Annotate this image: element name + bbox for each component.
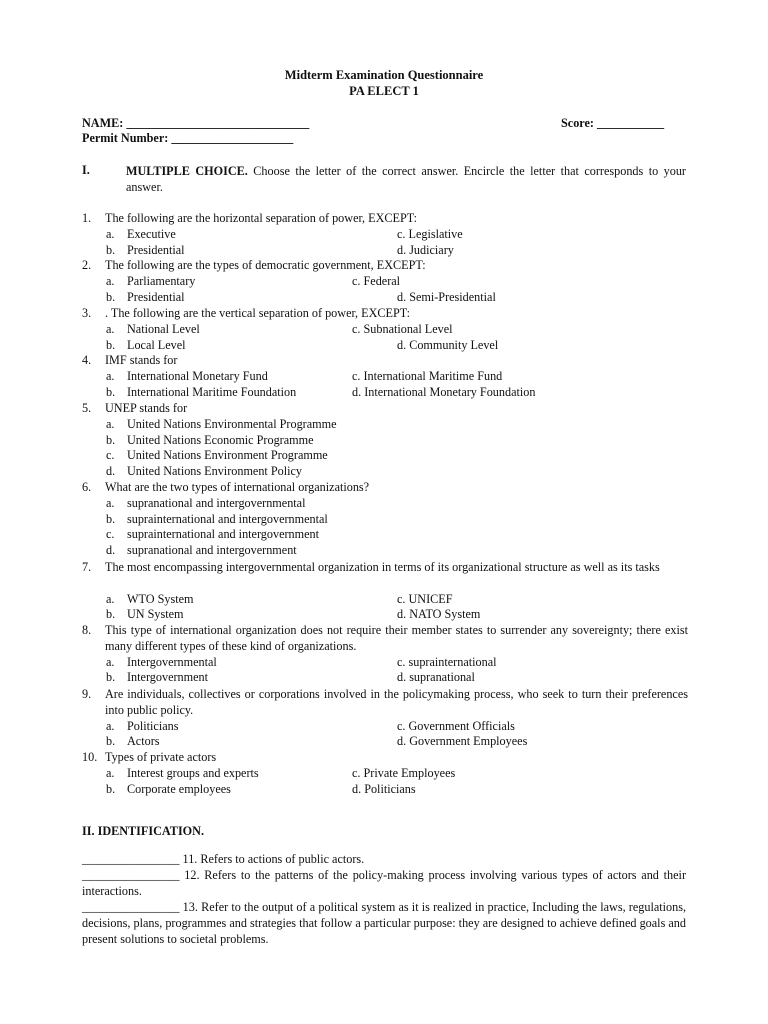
question-text: This type of international organization does not require their member states to surrender any sovereignty; there exist many different types of these kind of organizations. (105, 623, 688, 653)
identification-item-12: ________________ 12. Refers to the patterns of the policy-making process involving various types of actors and their interactions. (82, 868, 686, 898)
option-c: c. suprainternational (397, 654, 497, 669)
question-2 (82, 258, 688, 274)
option-c: c. Government Officials (397, 718, 515, 733)
option-text: WTO System (127, 591, 194, 606)
option-d: d. Community Level (397, 337, 499, 352)
name-field (82, 116, 309, 131)
option-letter: b. (106, 607, 116, 622)
option-letter: d. (106, 464, 116, 479)
question-number: 1. (82, 211, 92, 225)
option-c: c. Legislative (397, 226, 463, 241)
question-5 (82, 401, 688, 417)
score-field (561, 116, 664, 131)
option-letter: a. (106, 718, 115, 733)
question-text: Are individuals, collectives or corporations involved in the policymaking process, who seek to turn their preferences into public policy. (105, 687, 688, 717)
section1-heading: MULTIPLE CHOICE. (126, 164, 248, 178)
option-c: c. Private Employees (352, 765, 456, 780)
option-d: d. Government Employees (397, 734, 528, 749)
option-letter: b. (106, 242, 116, 257)
option-text: Executive (127, 226, 176, 241)
option-text: Presidential (127, 242, 185, 257)
section1-text: Choose the letter of the correct answer. Encircle the letter that corresponds to your answer. (126, 164, 686, 194)
section2-heading: II. IDENTIFICATION. (82, 824, 205, 838)
question-number: 8. (82, 623, 92, 637)
score-label: Score: (561, 116, 594, 130)
option-letter: b. (106, 432, 116, 447)
option-letter: b. (106, 337, 116, 352)
option-text: Corporate employees (127, 781, 231, 796)
name-blank: ______________________________ (126, 116, 310, 130)
option-text: suprainternational and intergovernment (127, 527, 320, 542)
option-text: UN System (127, 607, 184, 622)
option-c: c. Federal (352, 273, 401, 288)
permit-label: Permit Number: (82, 131, 169, 145)
option-text: Intergovernmental (127, 654, 217, 669)
option-letter: c. (106, 527, 115, 542)
option-letter: d. (106, 543, 116, 558)
option-letter: b. (106, 511, 116, 526)
option-d: d. Politicians (352, 781, 416, 796)
option-d: d. Semi-Presidential (397, 289, 496, 304)
option-text: United Nations Environment Policy (127, 464, 303, 479)
section1-instruction (126, 163, 686, 195)
question-number: 3. (82, 306, 92, 320)
option-letter: a. (106, 416, 115, 431)
question-1 (82, 211, 688, 227)
permit-blank: ____________________ (171, 131, 294, 145)
option-text: Intergovernment (127, 670, 208, 685)
question-9 (82, 687, 688, 719)
question-text: UNEP stands for (105, 401, 188, 415)
option-letter: b. (106, 289, 116, 304)
option-letter: a. (106, 654, 115, 669)
option-letter: a. (106, 495, 115, 510)
question-text: What are the two types of international organizations? (105, 480, 370, 494)
option-text: Politicians (127, 718, 179, 733)
question-number: 2. (82, 258, 92, 272)
exam-title: Midterm Examination Questionnaire (284, 68, 484, 82)
option-d: d. Judiciary (397, 242, 454, 257)
question-text: . The following are the vertical separation of power, EXCEPT: (105, 306, 410, 320)
option-text: Local Level (127, 337, 186, 352)
identification-item-11: ________________ 11. Refers to actions of public actors. (82, 852, 365, 866)
option-text: United Nations Economic Programme (127, 432, 314, 447)
option-letter: c. (106, 448, 115, 463)
option-letter: b. (106, 670, 116, 685)
option-text: supranational and intergovernment (127, 543, 297, 558)
section1-numeral: I. (82, 163, 90, 177)
permit-field (82, 131, 293, 146)
question-text: The following are the types of democratic government, EXCEPT: (105, 258, 426, 272)
option-text: Interest groups and experts (127, 765, 259, 780)
question-text: IMF stands for (105, 353, 178, 367)
option-text: International Maritime Foundation (127, 384, 297, 399)
option-letter: b. (106, 781, 116, 796)
option-text: Presidential (127, 289, 185, 304)
option-letter: a. (106, 591, 115, 606)
question-number: 10. (82, 750, 98, 764)
option-text: supranational and intergovernmental (127, 495, 306, 510)
question-number: 6. (82, 480, 92, 494)
option-letter: b. (106, 384, 116, 399)
exam-subtitle: PA ELECT 1 (349, 84, 419, 98)
option-letter: a. (106, 273, 115, 288)
question-3 (82, 306, 688, 322)
option-c: c. International Maritime Fund (352, 368, 503, 383)
question-number: 9. (82, 687, 92, 701)
question-text: Types of private actors (105, 750, 217, 764)
question-text: The most encompassing intergovernmental organization in terms of its organizational structure as well as its tasks (105, 560, 660, 574)
question-number: 4. (82, 353, 92, 367)
question-8 (82, 623, 688, 655)
question-text: The following are the horizontal separation of power, EXCEPT: (105, 211, 417, 225)
option-text: Actors (127, 734, 160, 749)
option-text: International Monetary Fund (127, 368, 268, 383)
identification-item-13: ________________ 13. Refer to the output of a political system as it is realized in practice, Including the laws, regulations, decisions, plans, programmes and strategies that follow a particular purpose: they are designed to achieve defined goals and present solutions to societal problems. (82, 900, 686, 946)
option-letter: b. (106, 734, 116, 749)
question-6 (82, 480, 688, 496)
option-letter: a. (106, 765, 115, 780)
question-10 (82, 750, 688, 766)
option-text: Parliamentary (127, 273, 196, 288)
question-number: 7. (82, 560, 92, 574)
score-blank: ___________ (597, 116, 665, 130)
question-4 (82, 353, 688, 369)
question-number: 5. (82, 401, 92, 415)
question-7 (82, 560, 688, 592)
option-text: United Nations Environmental Programme (127, 416, 337, 431)
option-d: d. NATO System (397, 607, 481, 622)
option-c: c. UNICEF (397, 591, 453, 606)
option-text: United Nations Environment Programme (127, 448, 328, 463)
option-d: d. International Monetary Foundation (352, 384, 536, 399)
option-text: National Level (127, 321, 200, 336)
name-label: NAME: (82, 116, 124, 130)
option-letter: a. (106, 321, 115, 336)
option-text: suprainternational and intergovernmental (127, 511, 328, 526)
option-c: c. Subnational Level (352, 321, 453, 336)
option-d: d. supranational (397, 670, 475, 685)
option-letter: a. (106, 226, 115, 241)
option-letter: a. (106, 368, 115, 383)
